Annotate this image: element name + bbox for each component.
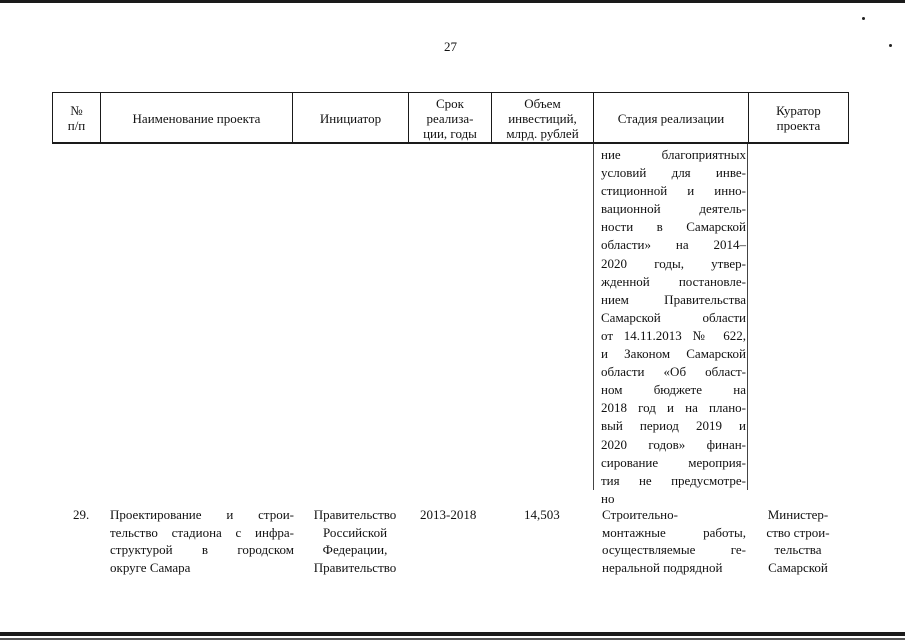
stage-text-line: 2020 годы, утвер- <box>601 255 746 271</box>
project-name-cell <box>110 506 294 576</box>
initiator-line: Федерации, <box>322 542 388 557</box>
stage-text-line: жденной постановле- <box>601 273 746 289</box>
initiator-line: Российской <box>322 524 388 540</box>
stage-text-line: сирование мероприя- <box>601 454 746 470</box>
header-curator: Куратор проекта <box>748 93 848 143</box>
header-project-name: Наименование проекта <box>100 93 292 143</box>
continued-stage-text <box>601 146 746 508</box>
stage-text-line: ние благоприятных <box>601 147 746 162</box>
curator-cell <box>752 506 844 576</box>
project-name-line: тельство стадиона с инфра- <box>110 524 294 540</box>
stage-text-line: вый период 2019 и <box>601 418 746 434</box>
header-number: № п/п <box>67 103 86 133</box>
stage-text-line: вационной деятель- <box>601 201 746 217</box>
stage-line: осуществляемые ге- <box>602 542 746 557</box>
header-term: Срок реализа- ции, годы <box>408 93 491 143</box>
stage-text-line: от 14.11.2013 № 622, <box>601 327 746 343</box>
stage-text-line: ном бюджете на <box>601 382 746 398</box>
table-header <box>52 92 849 144</box>
stage-text-line: условий для инве- <box>601 165 746 181</box>
header-initiator: Инициатор <box>292 93 408 143</box>
project-name-line: округе Самара <box>110 559 191 575</box>
stage-text-line: и Законом Самарской <box>601 346 746 362</box>
stage-text-line: тия не предусмотре- <box>601 472 746 488</box>
header-investment-volume: Объем инвестиций, млрд. рублей <box>491 93 593 143</box>
initiator-line: Правительство <box>313 559 397 575</box>
initiator-cell <box>296 506 414 576</box>
stage-line: Строительно- <box>602 507 678 522</box>
stage-line: монтажные работы, <box>602 524 746 540</box>
page-top-edge <box>0 0 905 3</box>
curator-line: Министер- <box>767 507 829 522</box>
stage-text-line: области «Об област- <box>601 364 746 380</box>
stage-column-right-border <box>747 144 748 490</box>
stage-text-line: 2020 годов» финан- <box>601 436 746 452</box>
stage-text-line: области» на 2014– <box>601 237 746 253</box>
stage-text-line: Самарской области <box>601 309 746 325</box>
initiator-line: Правительство <box>313 507 397 522</box>
page-bottom-edge <box>0 632 905 636</box>
stage-text-line: нием Правительства <box>601 291 746 307</box>
stage-text-line: но <box>601 490 615 506</box>
stage-cell <box>602 506 746 576</box>
curator-line: ство строи- <box>766 524 830 540</box>
curator-line: Самарской <box>768 559 828 575</box>
investment-volume-cell: 14,503 <box>524 507 560 522</box>
stage-line: неральной подрядной <box>602 559 723 575</box>
stage-text-line: 2018 год и на плано- <box>601 400 746 416</box>
curator-line: тельства <box>774 542 822 557</box>
project-name-line: структурой в городском <box>110 542 294 557</box>
stage-column-left-border <box>593 144 594 490</box>
stage-text-line: стиционной и инно- <box>601 183 746 199</box>
project-name-line: Проектирование и строи- <box>110 507 294 522</box>
scan-speck <box>862 17 865 20</box>
header-stage: Стадия реализации <box>593 93 748 143</box>
row-number: 29. <box>73 507 90 522</box>
scan-speck <box>889 44 892 47</box>
term-cell: 2013-2018 <box>420 507 477 522</box>
stage-text-line: ности в Самарской <box>601 219 746 235</box>
page-number: 27 <box>444 39 457 54</box>
